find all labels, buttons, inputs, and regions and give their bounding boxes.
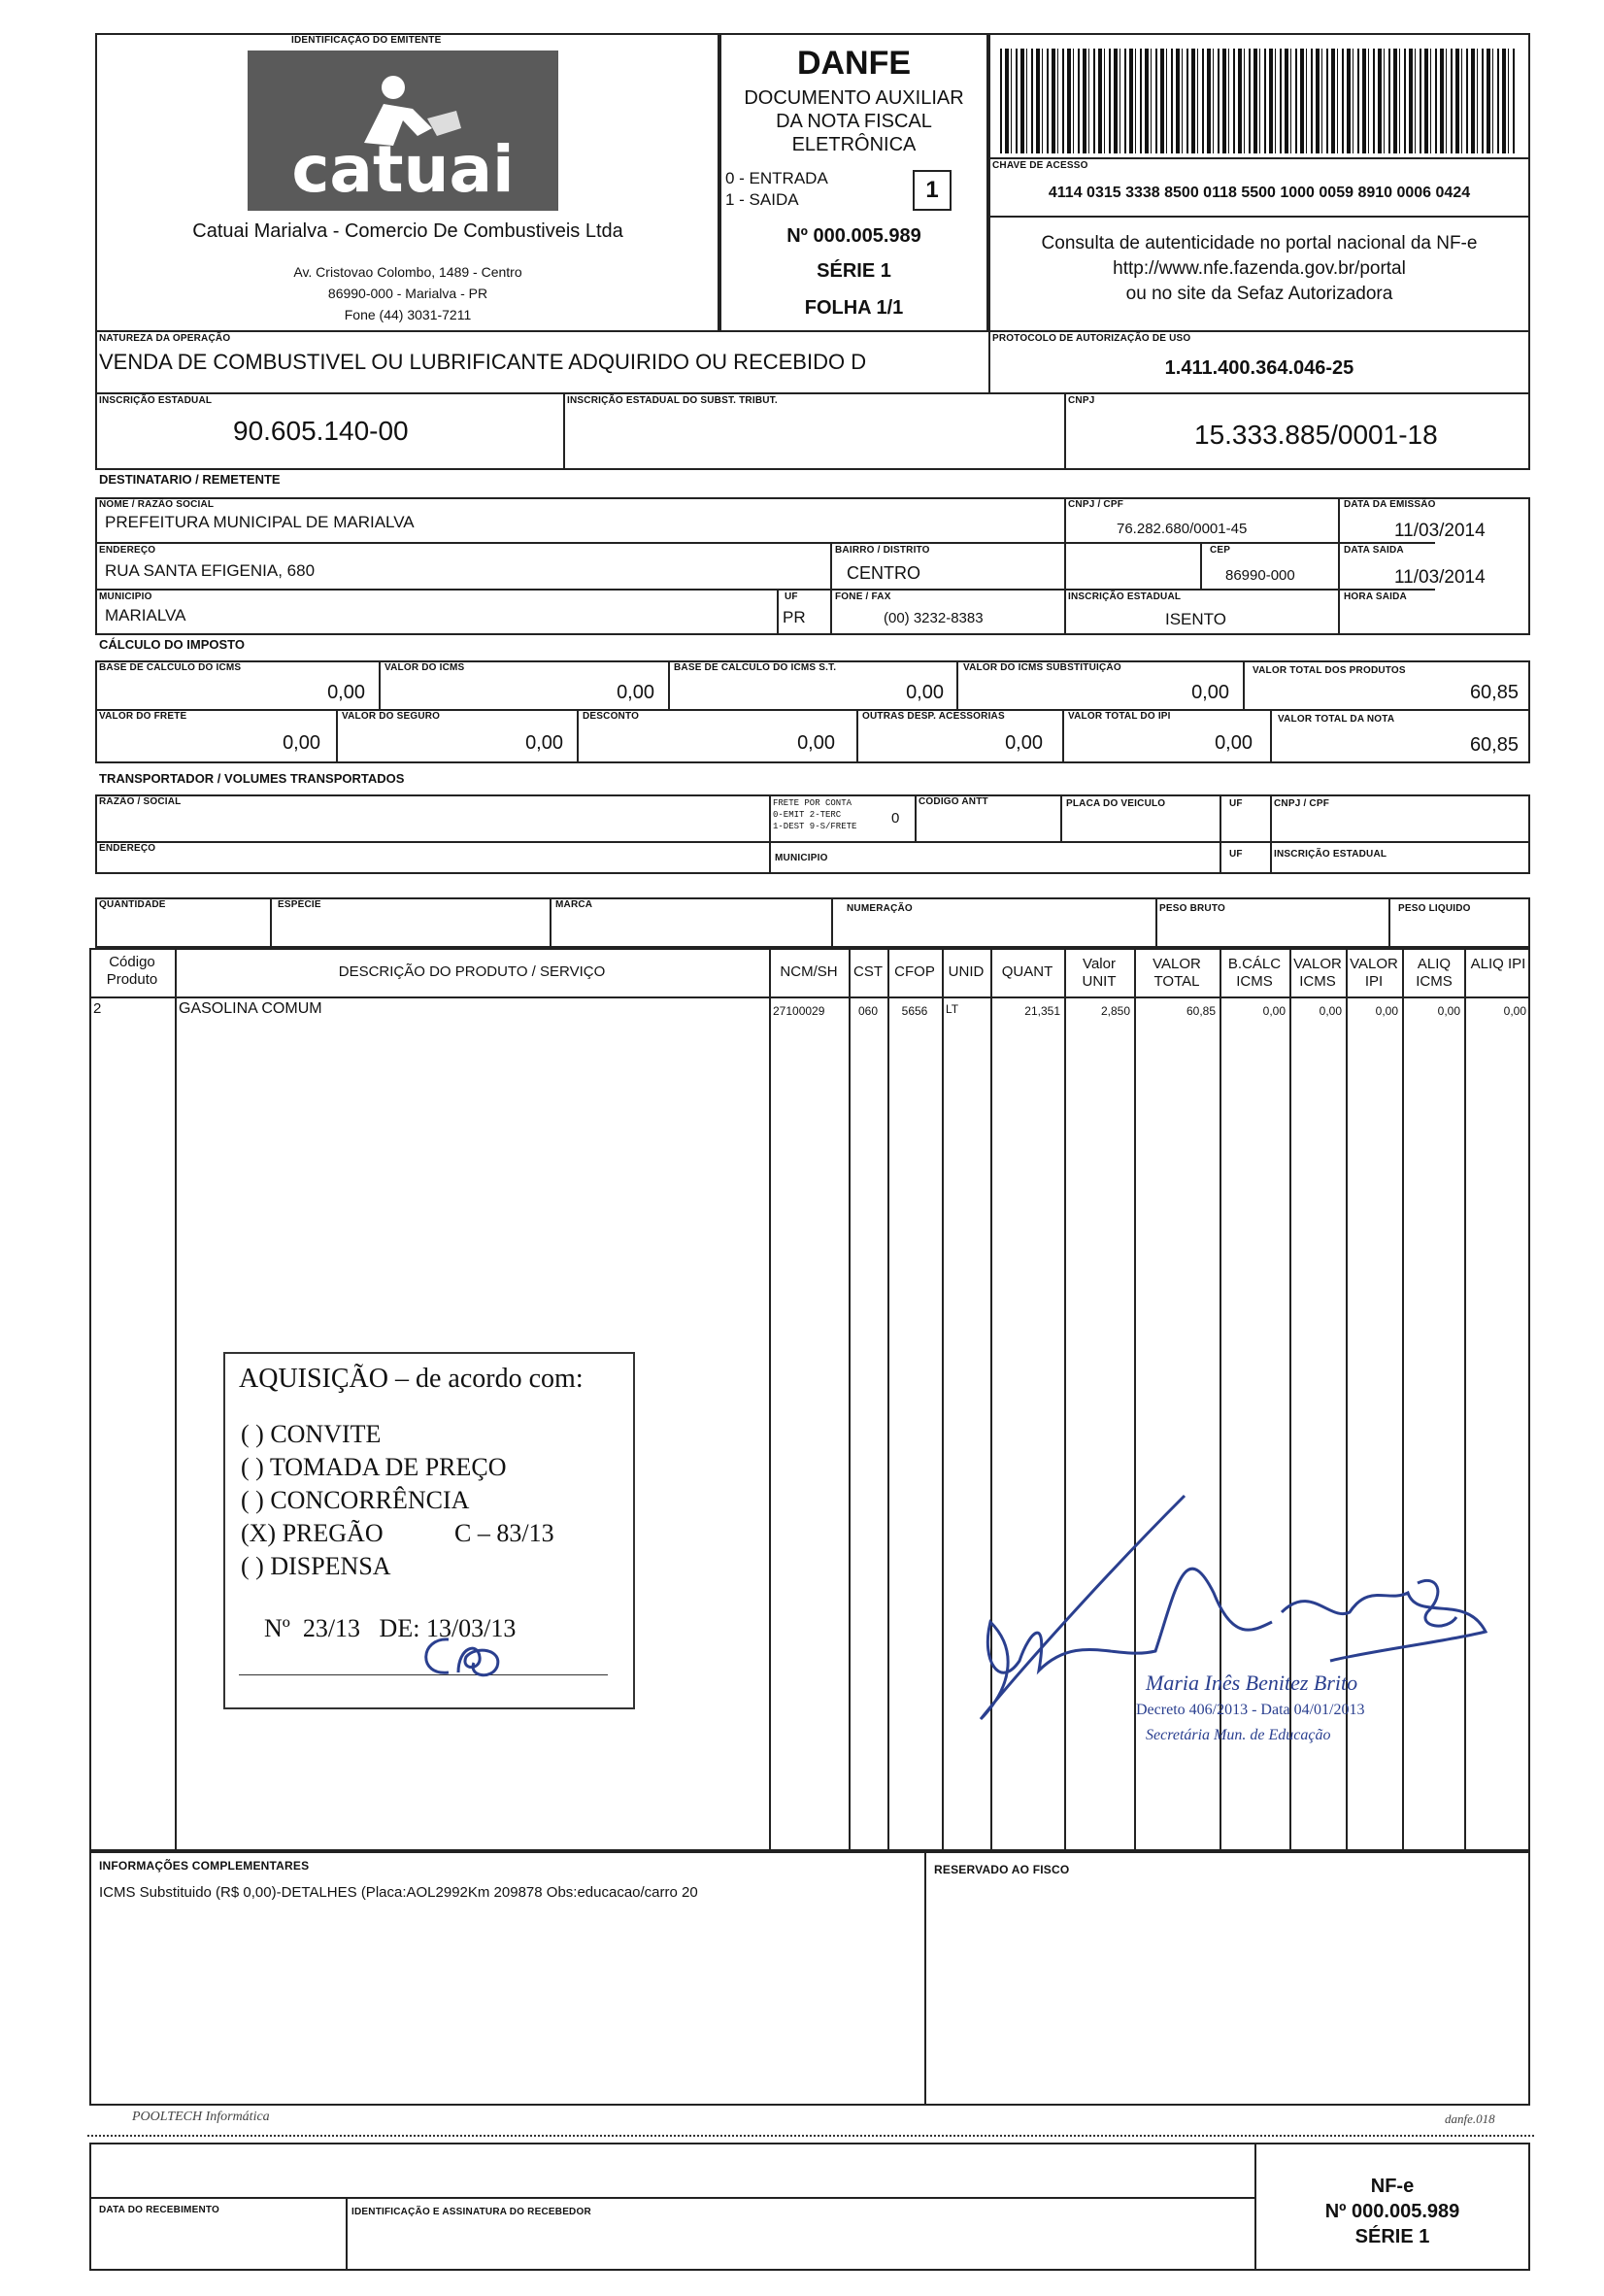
outras: 0,00 (1005, 732, 1043, 754)
vol-v-2 (550, 897, 551, 948)
row-quant: 21,351 (1024, 1004, 1060, 1018)
row-codigo: 2 (93, 1000, 102, 1017)
protocolo-value: 1.411.400.364.046-25 (1164, 357, 1354, 379)
protocolo-label: PROTOCOLO DE AUTORIZAÇÃO DE USO (992, 333, 1191, 344)
th-ncm: NCM/SH (780, 963, 838, 980)
th-vunit: Valor UNIT (1082, 956, 1117, 990)
bc-icms: 0,00 (327, 682, 365, 703)
ie-st-label: INSCRIÇÃO ESTADUAL DO SUBST. TRIBUT. (567, 395, 778, 406)
trans-razao-label: RAZÃO / SOCIAL (99, 796, 182, 807)
row-vtotal: 60,85 (1186, 1004, 1216, 1018)
frete-label: VALOR DO FRETE (99, 711, 187, 722)
dest-v-2 (1338, 497, 1340, 635)
frete: 0,00 (283, 732, 320, 754)
trans-uf2-label: UF (1229, 849, 1243, 860)
trans-antt-label: CÓDIGO ANTT (919, 796, 988, 807)
danfe-saida: 1 - SAIDA (725, 190, 799, 209)
chave-divider-2 (988, 216, 1530, 218)
vol-peso-bruto-label: PESO BRUTO (1159, 903, 1225, 914)
imp-v-3 (956, 660, 958, 709)
cnpj-label: CNPJ (1068, 395, 1095, 406)
emitente-address-2: 86990-000 - Marialva - PR (327, 286, 488, 301)
bc-icms-label: BASE DE CALCULO DO ICMS (99, 662, 242, 673)
vol-v-1 (270, 897, 272, 948)
trans-municipio-label: MUNICIPIO (775, 853, 828, 863)
stamp-initials-icon (410, 1628, 526, 1686)
trans-frete-3: 1-DEST 9-S/FRETE (773, 822, 857, 831)
imp-v-6 (577, 709, 579, 763)
dest-emissao: 11/03/2014 (1394, 521, 1486, 541)
trans-v-3 (1060, 794, 1062, 841)
dest-uf: PR (783, 608, 806, 626)
th-bc-icms: B.CÁLC ICMS (1227, 956, 1282, 990)
form-code: danfe.018 (1445, 2111, 1495, 2126)
desconto-label: DESCONTO (583, 711, 640, 722)
vol-numeracao-label: NUMERAÇÃO (847, 903, 913, 914)
th-cst: CST (853, 963, 883, 980)
nota-label: VALOR TOTAL DA NOTA (1278, 714, 1395, 725)
dest-endereco: RUA SANTA EFIGENIA, 680 (105, 561, 316, 580)
prod-v-desc (769, 948, 771, 1851)
v-prod: 60,85 (1469, 682, 1519, 703)
seguro-label: VALOR DO SEGURO (342, 711, 441, 722)
signature-decreto: Decreto 406/2013 - Data 04/01/2013 (1136, 1702, 1365, 1718)
logo-text: catuai (291, 132, 515, 207)
danfe-subtitle-2: DA NOTA FISCAL (776, 111, 932, 132)
v-icms-label: VALOR DO ICMS (384, 662, 465, 673)
vol-v-4 (1155, 897, 1157, 948)
prod-v-cst (887, 948, 889, 1851)
th-descricao: DESCRIÇÃO DO PRODUTO / SERVIÇO (338, 963, 606, 980)
ipi: 0,00 (1215, 732, 1253, 754)
prod-v-cfop (942, 948, 944, 1851)
stamp-opt-4: (X) PREGÃO (241, 1519, 384, 1547)
row-descricao: GASOLINA COMUM (179, 1000, 322, 1017)
danfe-folha: FOLHA 1/1 (804, 297, 904, 319)
dest-endereco-label: ENDEREÇO (99, 545, 156, 556)
danfe-subtitle-3: ELETRÔNICA (791, 134, 917, 155)
emitente-phone: Fone (44) 3031-7211 (344, 307, 472, 322)
trans-v-2 (915, 794, 917, 841)
imp-v-7 (856, 709, 858, 763)
th-codigo: Código Produto (106, 954, 158, 988)
dest-v-4 (777, 589, 779, 635)
imp-v-8 (1062, 709, 1064, 763)
v-st-label: VALOR DO ICMS SUBSTITUIÇÃO (963, 662, 1121, 673)
rec-serie: SÉRIE 1 (1354, 2226, 1430, 2247)
vol-v-3 (831, 897, 833, 948)
row-aliq-ipi: 0,00 (1503, 1004, 1526, 1018)
cnpj-value: 15.333.885/0001-18 (1194, 420, 1438, 450)
imp-v-2 (668, 660, 670, 709)
vol-marca-label: MARCA (555, 899, 593, 910)
dest-ie-label: INSCRIÇÃO ESTADUAL (1068, 591, 1182, 602)
nota: 60,85 (1469, 734, 1519, 756)
stamp-opt-3: ( ) CONCORRÊNCIA (241, 1486, 470, 1514)
vol-peso-liquido-label: PESO LIQUIDO (1398, 903, 1471, 914)
chave-label: CHAVE DE ACESSO (992, 160, 1088, 171)
stamp-title: AQUISIÇÃO – de acordo com: (239, 1364, 584, 1394)
company-logo (248, 51, 558, 211)
dest-fone-label: FONE / FAX (835, 591, 891, 602)
comp-divider (924, 1851, 926, 2106)
signature-cargo: Secretária Mun. de Educação (1146, 1727, 1331, 1743)
imp-v-1 (379, 660, 381, 709)
dest-v-5 (1200, 542, 1202, 589)
emitente-name: Catuai Marialva - Comercio De Combustiveis Ltda (192, 220, 623, 242)
ie-divider-1 (563, 392, 565, 470)
trans-frete-1: FRETE POR CONTA (773, 798, 852, 808)
danfe-serie: SÉRIE 1 (817, 260, 891, 282)
rec-assinatura-label: IDENTIFICAÇÃO E ASSINATURA DO RECEBEDOR (351, 2207, 591, 2217)
emitente-section-label: IDENTIFICAÇÃO DO EMITENTE (291, 35, 442, 46)
trans-v-1 (769, 794, 771, 874)
vol-quantidade-label: QUANTIDADE (99, 899, 166, 910)
emitente-address-1: Av. Cristovao Colombo, 1489 - Centro (293, 264, 522, 280)
row-cst: 060 (857, 1004, 879, 1018)
stamp-opt-1: ( ) CONVITE (241, 1420, 382, 1448)
stamp-opt-4-ref: C – 83/13 (454, 1519, 554, 1547)
prod-v-ncm (849, 948, 851, 1851)
v-icms: 0,00 (617, 682, 654, 703)
barcode (1000, 49, 1515, 153)
trans-endereco-label: ENDEREÇO (99, 843, 156, 854)
row-aliq-icms: 0,00 (1437, 1004, 1460, 1018)
dest-ie: ISENTO (1165, 610, 1226, 628)
th-v-ipi: VALOR IPI (1350, 956, 1398, 990)
imposto-mid-line (95, 709, 1530, 711)
row-v-icms: 0,00 (1319, 1004, 1342, 1018)
dest-bairro-label: BAIRRO / DISTRITO (835, 545, 930, 556)
chave-consulta-2: http://www.nfe.fazenda.gov.br/portal (1113, 258, 1406, 279)
th-v-icms: VALOR ICMS (1293, 956, 1342, 990)
trans-v-5 (1270, 794, 1272, 874)
dest-row-line-2 (95, 589, 1435, 591)
chave-value: 4114 0315 3338 8500 0118 5500 1000 0059 8910 0006 0424 (1048, 185, 1471, 201)
dest-hora-label: HORA SAIDA (1344, 591, 1407, 602)
trans-frete-2: 0-EMIT 2-TERC (773, 810, 842, 820)
imp-v-5 (336, 709, 338, 763)
vol-especie-label: ESPÉCIE (278, 899, 321, 910)
row-vunit: 2,850 (1100, 1004, 1130, 1018)
prod-v-cod (175, 948, 177, 1851)
th-cfop: CFOP (894, 963, 935, 980)
stamp-numero: Nº 23/13 DE: 13/03/13 (264, 1614, 517, 1642)
rec-v-1 (346, 2197, 348, 2271)
dest-bairro: CENTRO (847, 563, 920, 583)
imp-v-9 (1270, 709, 1272, 763)
dest-v-3 (830, 542, 832, 635)
transporte-section: TRANSPORTADOR / VOLUMES TRANSPORTADOS (99, 771, 405, 786)
chave-consulta-3: ou no site da Sefaz Autorizadora (1125, 284, 1393, 304)
rec-nfe: NF-e (1370, 2176, 1415, 2197)
vol-v-5 (1388, 897, 1390, 948)
bc-st: 0,00 (906, 682, 944, 703)
chave-consulta-1: Consulta de autenticidade no portal nacional da NF-e (1041, 233, 1478, 253)
stamp-opt-5: ( ) DISPENSA (241, 1552, 391, 1580)
ie-value: 90.605.140-00 (233, 416, 409, 446)
comp-text: ICMS Substituido (R$ 0,00)-DETALHES (Placa:AOL2992Km 209878 Obs:educacao/carro 20 (99, 1884, 698, 1901)
dest-v-1 (1064, 497, 1066, 635)
desconto: 0,00 (797, 732, 835, 754)
row-unid: LT (946, 1002, 959, 1016)
row-v-ipi: 0,00 (1375, 1004, 1398, 1018)
dest-municipio-label: MUNICIPIO (99, 591, 152, 602)
chave-divider (988, 157, 1530, 159)
v-prod-label: VALOR TOTAL DOS PRODUTOS (1253, 665, 1406, 676)
fisco-label: RESERVADO AO FISCO (934, 1863, 1070, 1876)
danfe-tipo: 1 (925, 177, 939, 203)
danfe-title: DANFE (796, 45, 912, 82)
danfe-entrada: 0 - ENTRADA (725, 169, 828, 187)
row-ncm: 27100029 (773, 1004, 825, 1018)
destinatario-section: DESTINATARIO / REMETENTE (99, 472, 281, 487)
ie-divider-2 (1064, 392, 1066, 470)
seguro: 0,00 (525, 732, 563, 754)
outras-label: OUTRAS DESP. ACESSORIAS (862, 711, 1005, 722)
trans-placa-label: PLACA DO VEICULO (1066, 798, 1166, 809)
th-quant: QUANT (1001, 963, 1053, 980)
rec-data-label: DATA DO RECEBIMENTO (99, 2205, 219, 2215)
dest-municipio: MARIALVA (105, 606, 186, 625)
bc-st-label: BASE DE CALCULO DO ICMS S.T. (674, 662, 837, 673)
v-st: 0,00 (1191, 682, 1229, 703)
th-aliq-ipi: ALIQ IPI (1470, 956, 1526, 972)
trans-mid (95, 841, 1530, 843)
trans-v-4 (1220, 794, 1221, 874)
imposto-section: CÁLCULO DO IMPOSTO (99, 637, 245, 652)
dest-cep-label: CEP (1210, 545, 1231, 556)
dest-row-line-1 (95, 542, 1435, 544)
stamp-opt-2: ( ) TOMADA DE PREÇO (241, 1453, 507, 1481)
danfe-numero: Nº 000.005.989 (786, 225, 921, 247)
natureza-label: NATUREZA DA OPERAÇÃO (99, 333, 231, 344)
software-credit: POOLTECH Informática (132, 2110, 270, 2124)
imp-v-4 (1243, 660, 1245, 709)
dest-nome: PREFEITURA MUNICIPAL DE MARIALVA (105, 513, 415, 531)
rec-numero: Nº 000.005.989 (1324, 2201, 1460, 2222)
row-cfop: 5656 (901, 1004, 928, 1018)
th-vtotal: VALOR TOTAL (1153, 956, 1201, 990)
prod-header-line (89, 996, 1530, 998)
danfe-tipo-box (913, 170, 952, 211)
rec-mid (89, 2197, 1254, 2199)
dest-uf-label: UF (785, 591, 798, 602)
signature-name: Maria Inês Benitez Brito (1146, 1671, 1358, 1695)
aquisicao-stamp (223, 1352, 635, 1709)
ipi-label: VALOR TOTAL DO IPI (1068, 711, 1171, 722)
dest-saida-label: DATA SAIDA (1344, 545, 1404, 556)
row-bc-icms: 0,00 (1262, 1004, 1286, 1018)
th-unid: UNID (948, 963, 985, 980)
natureza-value: VENDA DE COMBUSTIVEL OU LUBRIFICANTE ADQUIRIDO OU RECEBIDO D (99, 350, 867, 374)
dest-saida: 11/03/2014 (1394, 567, 1486, 588)
trans-cnpj-label: CNPJ / CPF (1274, 798, 1330, 809)
dest-nome-label: NOME / RAZÃO SOCIAL (99, 499, 215, 510)
dest-cnpj-label: CNPJ / CPF (1068, 499, 1124, 510)
dest-cnpj: 76.282.680/0001-45 (1117, 521, 1248, 537)
trans-ie-label: INSCRIÇÃO ESTADUAL (1274, 849, 1387, 860)
ie-label: INSCRIÇÃO ESTADUAL (99, 395, 213, 406)
cut-line (87, 2135, 1534, 2137)
dest-emissao-label: DATA DA EMISSÃO (1344, 499, 1436, 510)
danfe-subtitle-1: DOCUMENTO AUXILIAR (744, 87, 964, 109)
trans-uf-label: UF (1229, 798, 1243, 809)
comp-label: INFORMAÇÕES COMPLEMENTARES (99, 1859, 310, 1873)
trans-frete-value: 0 (891, 810, 900, 827)
th-aliq-icms: ALIQ ICMS (1416, 956, 1453, 990)
dest-fone: (00) 3232-8383 (884, 610, 984, 626)
dest-cep: 86990-000 (1225, 567, 1295, 584)
